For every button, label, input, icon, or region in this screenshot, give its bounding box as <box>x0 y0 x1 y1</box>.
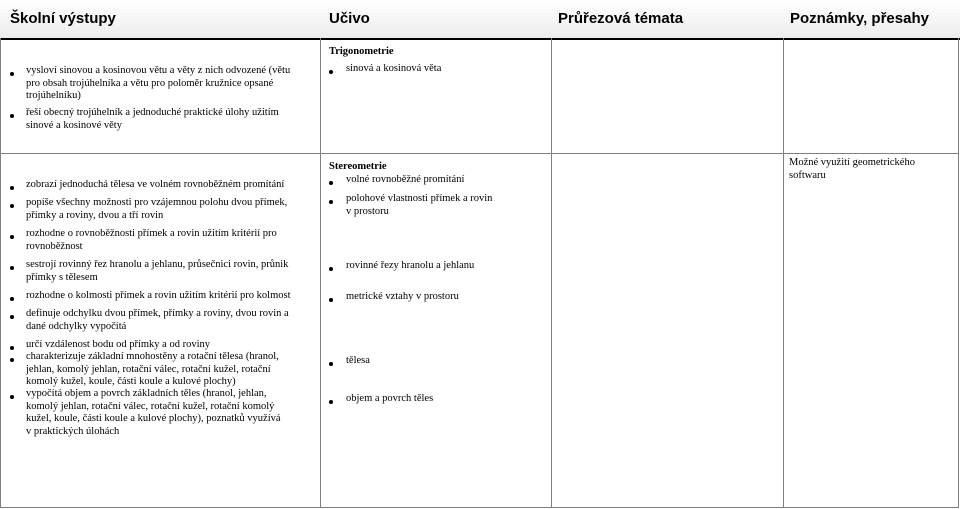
bullet <box>329 181 333 185</box>
list-item: vysloví sinovou a kosinovou větu a věty z nich odvozené (větu pro obsah trojúhelníka a větu pro poloměr kružnice opsané trojúhelníku) <box>26 65 291 101</box>
list-item: zobrazí jednoduchá tělesa ve volném rovnoběžném promítání <box>26 179 285 190</box>
bullet <box>329 298 333 302</box>
bullet <box>10 297 14 301</box>
bullet <box>10 72 14 76</box>
table-header <box>0 0 960 40</box>
list-item: popíše všechny možnosti pro vzájemnou polohu dvou přímek, přímky a roviny, dvou a tří rovin <box>26 197 288 221</box>
notes-cell: Možné využití geometrického softwaru <box>789 157 915 181</box>
list-item: rozhodne o kolmosti přímek a rovin užitím kritérií pro kolmost <box>26 290 291 301</box>
topic-title: Stereometrie <box>329 161 387 172</box>
row-divider <box>0 153 959 154</box>
list-item: metrické vztahy v prostoru <box>346 291 459 302</box>
list-item: rovinné řezy hranolu a jehlanu <box>346 260 475 271</box>
bullet <box>329 362 333 366</box>
column-divider <box>551 38 552 508</box>
list-item: polohové vlastnosti přímek a rovin v prostoru <box>346 193 493 217</box>
bullet <box>10 114 14 118</box>
border-bottom <box>0 507 959 508</box>
header-cross-topics: Průřezová témata <box>558 10 684 27</box>
border-left <box>0 38 1 508</box>
bullet <box>10 315 14 319</box>
bullet <box>329 200 333 204</box>
list-item: objem a povrch těles <box>346 393 434 404</box>
list-item: definuje odchylku dvou přímek, přímky a roviny, dvou rovin a dané odchylky vypočítá <box>26 308 289 332</box>
bullet <box>10 358 14 362</box>
bullet <box>329 267 333 271</box>
bullet <box>10 186 14 190</box>
list-item: vypočítá objem a povrch základních těles (hranol, jehlan, komolý jehlan, rotační válec, rotační kužel, rotační komolý kužel, koule, části koule a kulové plochy), poznatků využívá v praktických úlohách <box>26 388 281 437</box>
bullet <box>10 395 14 399</box>
list-item: rozhodne o rovnoběžnosti přímek a rovin užitím kritérií pro rovnoběžnost <box>26 228 277 252</box>
topic-title: Trigonometrie <box>329 46 394 57</box>
list-item: sestrojí rovinný řez hranolu a jehlanu, průsečnici rovin, průnik přímky s tělesem <box>26 259 289 283</box>
bullet <box>10 204 14 208</box>
bullet <box>329 70 333 74</box>
list-item: řeší obecný trojúhelník a jednoduché praktické úlohy užitím sinové a kosinové věty <box>26 107 279 131</box>
header-outcomes: Školní výstupy <box>10 10 116 27</box>
bullet <box>329 400 333 404</box>
border-right <box>958 38 959 508</box>
bullet <box>10 346 14 350</box>
list-item: sinová a kosinová věta <box>346 63 442 74</box>
header-notes: Poznámky, přesahy <box>790 10 929 27</box>
list-item: volné rovnoběžné promítání <box>346 174 465 185</box>
bullet <box>10 235 14 239</box>
header-curriculum: Učivo <box>329 10 370 27</box>
column-divider <box>320 38 321 508</box>
list-item: tělesa <box>346 355 370 366</box>
column-divider <box>783 38 784 508</box>
list-item: charakterizuje základní mnohostěny a rotační tělesa (hranol, jehlan, komolý jehlan, rotační válec, rotační kužel, rotační komolý kužel, koule, části koule a kulové plochy) <box>26 351 279 387</box>
list-item: určí vzdálenost bodu od přímky a od roviny <box>26 339 211 350</box>
bullet <box>10 266 14 270</box>
